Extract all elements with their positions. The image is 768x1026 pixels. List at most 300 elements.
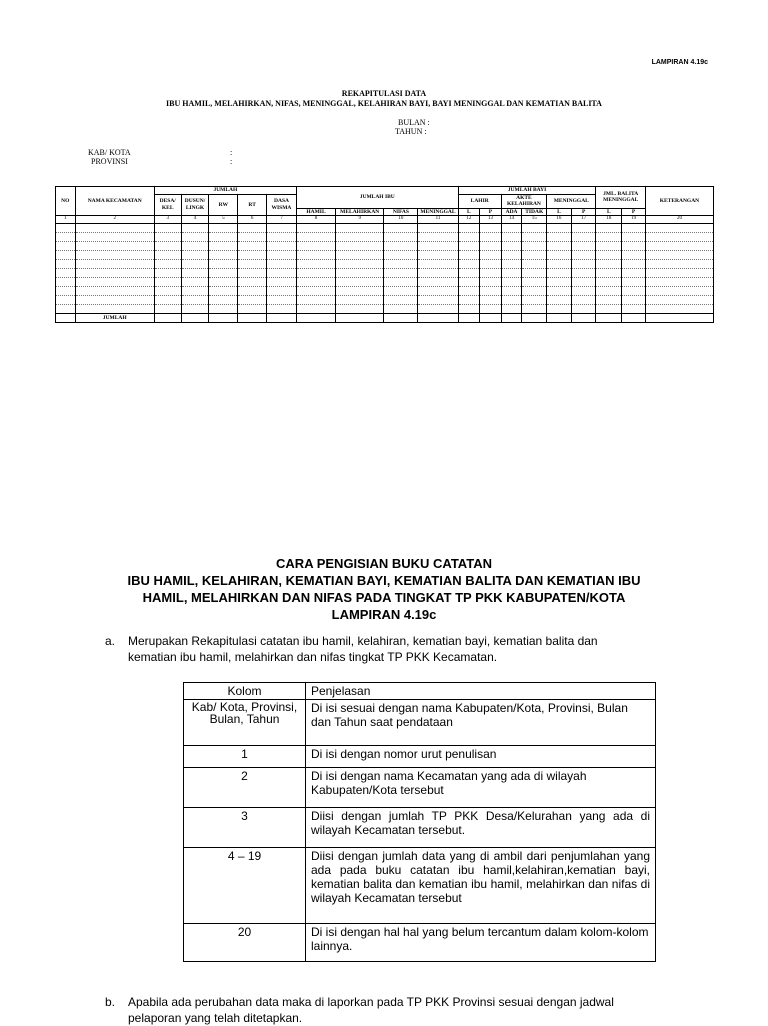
blank-data-row [56,305,714,314]
rekap-form-table [55,186,714,323]
blank-data-row [56,251,714,260]
penjelasan-cell: Di isi sesuai dengan nama Kabupaten/Kota, Provinsi, Bulan dan Tahun saat pendataan [306,700,656,746]
total-cell [296,314,335,323]
blank-cell [458,224,480,233]
column-number: 11 [418,216,458,224]
total-cell [384,314,418,323]
blank-cell [547,260,572,269]
blank-cell [181,296,209,305]
column-number: 7 [267,216,297,224]
header-dusun-lingk: DUSUN/ LINGK [181,194,209,216]
blank-cell [622,305,646,314]
blank-data-row [56,224,714,233]
blank-cell [154,305,181,314]
column-number: 5 [209,216,238,224]
blank-cell [418,287,458,296]
blank-cell [238,260,267,269]
column-number: 1 [56,216,76,224]
blank-cell [458,251,480,260]
blank-cell [480,305,502,314]
header-akte-tidak: TIDAK [522,208,547,216]
penjelasan-cell: Di isi dengan nomor urut penulisan [306,746,656,768]
blank-cell [622,278,646,287]
blank-cell [267,224,297,233]
blank-cell [75,242,154,251]
blank-cell [56,269,76,278]
blank-cell [645,260,713,269]
blank-cell [418,296,458,305]
blank-cell [547,251,572,260]
column-number: 3 [154,216,181,224]
blank-cell [418,260,458,269]
column-number: 12 [458,216,480,224]
blank-cell [209,242,238,251]
header-meninggal-p: P [571,208,596,216]
blank-cell [384,287,418,296]
explanation-row [184,746,656,768]
blank-cell [596,287,622,296]
blank-cell [622,287,646,296]
blank-cell [418,278,458,287]
blank-cell [209,269,238,278]
kolom-cell: 20 [184,924,306,962]
total-cell [154,314,181,323]
blank-cell [209,296,238,305]
blank-cell [238,296,267,305]
blank-cell [209,278,238,287]
blank-cell [267,278,297,287]
blank-cell [56,242,76,251]
blank-cell [267,296,297,305]
blank-cell [267,260,297,269]
total-cell [336,314,384,323]
header-jumlah-bayi: JUMLAH BAYI [458,187,596,195]
column-number: 18 [596,216,622,224]
provinsi-label: PROVINSI [91,157,128,166]
header-no: NO [56,187,76,216]
cara-title-line-1: CARA PENGISIAN BUKU CATATAN [276,556,492,571]
blank-cell [596,233,622,242]
header-rt: RT [238,194,267,216]
blank-cell [384,296,418,305]
penjelasan-cell: Di isi dengan hal hal yang belum tercantum dalam kolom-kolom lainnya. [306,924,656,962]
header-lahir: LAHIR [458,194,501,208]
blank-cell [645,296,713,305]
blank-cell [181,251,209,260]
blank-cell [645,278,713,287]
blank-cell [571,278,596,287]
blank-cell [296,269,335,278]
header-melahirkan: MELAHIRKAN [336,208,384,216]
blank-cell [154,269,181,278]
blank-data-row [56,278,714,287]
blank-cell [571,287,596,296]
blank-cell [154,296,181,305]
blank-cell [336,287,384,296]
header-jumlah-ibu: JUMLAH IBU [296,187,458,209]
blank-cell [418,251,458,260]
column-number: 20 [645,216,713,224]
region-fields [88,148,232,166]
column-number-row [56,216,714,224]
blank-cell [501,278,522,287]
blank-cell [384,233,418,242]
blank-cell [154,224,181,233]
header-akte-ada: ADA [501,208,522,216]
blank-cell [622,269,646,278]
blank-cell [501,269,522,278]
blank-cell [645,269,713,278]
blank-cell [384,260,418,269]
blank-cell [501,233,522,242]
blank-cell [571,305,596,314]
blank-cell [336,296,384,305]
blank-cell [384,251,418,260]
header-meninggal: MENINGGAL [418,208,458,216]
blank-cell [181,287,209,296]
rekap-title-line-2: IBU HAMIL, MELAHIRKAN, NIFAS, MENINGGAL, KELAHIRAN BAYI, BAYI MENINGGAL DAN KEMATIAN BALITA [166,99,602,108]
blank-cell [336,242,384,251]
blank-cell [645,251,713,260]
blank-cell [480,224,502,233]
blank-cell [75,233,154,242]
blank-cell [458,242,480,251]
blank-cell [458,305,480,314]
total-cell [267,314,297,323]
header-dasa-wisma: DASA WISMA [267,194,297,216]
blank-cell [154,251,181,260]
blank-cell [336,233,384,242]
header-akte-kelahiran: AKTE KELAHIRAN [501,194,546,208]
explanation-table [183,682,656,962]
blank-cell [238,287,267,296]
blank-cell [418,233,458,242]
total-cell [522,314,547,323]
kolom-cell: Kab/ Kota, Provinsi, Bulan, Tahun [184,700,306,746]
blank-cell [596,278,622,287]
blank-data-row [56,287,714,296]
blank-cell [501,242,522,251]
period-fields [395,118,430,136]
penjelasan-cell: Diisi dengan jumlah TP PKK Desa/Kelurahan yang ada di wilayah Kecamatan tersebut. [306,808,656,848]
blank-cell [458,260,480,269]
blank-cell [596,260,622,269]
blank-cell [458,233,480,242]
blank-cell [56,233,76,242]
blank-cell [154,233,181,242]
blank-cell [522,278,547,287]
total-cell [209,314,238,323]
blank-cell [547,242,572,251]
point-a-text: Merupakan Rekapitulasi catatan ibu hamil, kelahiran, kematian bayi, kematian balita dan kematian ibu hamil, melahirkan dan nifas tingkat TP PKK Kecamatan. [128,634,598,664]
blank-cell [384,278,418,287]
point-b [105,994,645,1026]
point-a-marker: a. [105,634,116,648]
blank-cell [418,269,458,278]
column-number: 10 [384,216,418,224]
header-meninggal-l: L [547,208,572,216]
form-header-row-1 [56,187,714,195]
column-number: 16 [547,216,572,224]
blank-cell [75,269,154,278]
blank-cell [522,287,547,296]
blank-cell [645,242,713,251]
blank-cell [75,287,154,296]
point-a [105,633,645,665]
blank-cell [522,251,547,260]
blank-cell [181,224,209,233]
blank-cell [238,269,267,278]
blank-cell [418,305,458,314]
blank-cell [571,233,596,242]
blank-cell [154,242,181,251]
blank-cell [480,287,502,296]
blank-cell [209,287,238,296]
blank-cell [480,233,502,242]
blank-cell [154,260,181,269]
blank-cell [181,242,209,251]
blank-cell [571,242,596,251]
blank-cell [296,242,335,251]
tahun-label: TAHUN : [395,127,427,136]
blank-cell [622,224,646,233]
explanation-row [184,700,656,746]
explanation-row [184,848,656,924]
explanation-row [184,808,656,848]
blank-cell [458,287,480,296]
blank-cell [622,242,646,251]
total-cell [181,314,209,323]
blank-cell [622,296,646,305]
header-desa-kel: DESA/ KEL [154,194,181,216]
blank-cell [571,260,596,269]
blank-cell [209,251,238,260]
blank-cell [56,296,76,305]
blank-cell [56,260,76,269]
cara-title-line-4: LAMPIRAN 4.19c [331,607,437,622]
blank-cell [418,242,458,251]
blank-cell [75,296,154,305]
blank-cell [267,251,297,260]
blank-cell [522,296,547,305]
blank-cell [336,269,384,278]
blank-cell [571,251,596,260]
blank-cell [480,269,502,278]
blank-cell [267,242,297,251]
blank-cell [522,305,547,314]
blank-cell [296,251,335,260]
blank-cell [209,233,238,242]
blank-cell [596,269,622,278]
blank-cell [267,287,297,296]
bulan-label: BULAN : [398,118,430,127]
total-cell [458,314,480,323]
blank-cell [238,305,267,314]
blank-cell [571,224,596,233]
column-number: 13 [480,216,502,224]
blank-cell [181,269,209,278]
blank-cell [547,278,572,287]
total-cell [480,314,502,323]
blank-cell [56,251,76,260]
blank-cell [645,224,713,233]
header-jml-balita-meninggal: JML. BALITA MENINGGAL [596,187,645,209]
total-cell [418,314,458,323]
blank-data-row [56,260,714,269]
blank-cell [154,287,181,296]
blank-cell [181,233,209,242]
blank-cell [209,224,238,233]
blank-cell [501,287,522,296]
blank-cell [547,296,572,305]
blank-data-row [56,242,714,251]
kolom-cell: 3 [184,808,306,848]
blank-cell [458,278,480,287]
column-number: 8 [296,216,335,224]
total-cell [501,314,522,323]
kab-kota-label: KAB/ KOTA [88,148,131,157]
explanation-row [184,924,656,962]
blank-cell [75,224,154,233]
blank-cell [547,287,572,296]
total-cell [547,314,572,323]
blank-cell [596,296,622,305]
total-cell [645,314,713,323]
blank-cell [238,224,267,233]
blank-cell [645,305,713,314]
blank-cell [296,305,335,314]
blank-cell [645,233,713,242]
total-cell [596,314,622,323]
blank-cell [384,305,418,314]
total-cell [571,314,596,323]
blank-cell [384,269,418,278]
blank-cell [596,251,622,260]
header-bayi-meninggal: MENINGGAL [547,194,596,208]
kolom-cell: 2 [184,768,306,808]
blank-cell [622,260,646,269]
column-number: 9 [336,216,384,224]
header-hamil: HAMIL [296,208,335,216]
column-number: 2 [75,216,154,224]
total-cell [238,314,267,323]
blank-cell [75,251,154,260]
header-nifas: NIFAS [384,208,418,216]
column-number: 19 [622,216,646,224]
blank-cell [501,251,522,260]
blank-cell [56,305,76,314]
blank-cell [296,233,335,242]
explanation-header-row [184,683,656,700]
blank-cell [238,242,267,251]
blank-cell [181,260,209,269]
blank-cell [622,251,646,260]
blank-cell [596,242,622,251]
cara-title-line-3: HAMIL, MELAHIRKAN DAN NIFAS PADA TINGKAT TP PKK KABUPATEN/KOTA [142,590,626,605]
blank-cell [547,269,572,278]
total-cell [56,314,76,323]
blank-cell [336,305,384,314]
header-lahir-l: L [458,208,480,216]
header-penjelasan: Penjelasan [306,683,656,700]
blank-cell [596,224,622,233]
column-number: 17 [571,216,596,224]
blank-cell [181,305,209,314]
blank-cell [547,224,572,233]
header-jumlah: JUMLAH [154,187,296,195]
blank-cell [336,224,384,233]
blank-cell [56,287,76,296]
cara-title [0,555,768,623]
header-kolom: Kolom [184,683,306,700]
column-number: 14 [501,216,522,224]
kolom-cell: 4 – 19 [184,848,306,924]
blank-cell [384,242,418,251]
blank-cell [645,287,713,296]
column-number: 4 [181,216,209,224]
blank-cell [296,224,335,233]
blank-cell [480,242,502,251]
blank-data-row [56,269,714,278]
column-number: 6 [238,216,267,224]
rekap-title-line-1: REKAPITULASI DATA [341,89,427,98]
blank-cell [522,242,547,251]
point-b-marker: b. [105,995,116,1009]
blank-cell [522,233,547,242]
total-cell [622,314,646,323]
blank-cell [596,305,622,314]
penjelasan-cell: Diisi dengan jumlah data yang di ambil dari penjumlahan yang ada pada buku catatan ibu hamil,kelahiran,kematian bayi, kematian balita dan kematian ibu hamil, melahirkan dan nifas di wilayah Kecamatan tersebut [306,848,656,924]
blank-cell [56,224,76,233]
blank-cell [75,305,154,314]
blank-cell [296,287,335,296]
cara-title-line-2: IBU HAMIL, KELAHIRAN, KEMATIAN BAYI, KEMATIAN BALITA DAN KEMATIAN IBU [127,573,641,588]
blank-cell [480,278,502,287]
explanation-row [184,768,656,808]
kolom-cell: 1 [184,746,306,768]
blank-cell [154,278,181,287]
blank-cell [501,224,522,233]
header-rw: RW [209,194,238,216]
blank-cell [501,296,522,305]
provinsi-colon: : [230,157,233,166]
header-lahir-p: P [480,208,502,216]
kab-kota-colon: : [230,148,233,157]
blank-cell [209,260,238,269]
blank-cell [480,296,502,305]
blank-cell [336,278,384,287]
blank-data-row [56,296,714,305]
blank-cell [296,260,335,269]
blank-cell [501,260,522,269]
point-b-text: Apabila ada perubahan data maka di laporkan pada TP PKK Provinsi sesuai dengan jadwal pelaporan yang telah ditetapkan. [128,995,614,1025]
blank-cell [336,260,384,269]
blank-cell [547,233,572,242]
total-row [56,314,714,323]
blank-cell [181,278,209,287]
total-label: JUMLAH [75,314,154,323]
blank-cell [267,305,297,314]
header-balita-l: L [596,208,622,216]
blank-cell [209,305,238,314]
blank-cell [480,251,502,260]
blank-cell [458,269,480,278]
blank-cell [296,278,335,287]
blank-data-row [56,233,714,242]
header-nama-kecamatan: NAMA KECAMATAN [75,187,154,216]
rekap-title [0,89,768,109]
blank-cell [501,305,522,314]
